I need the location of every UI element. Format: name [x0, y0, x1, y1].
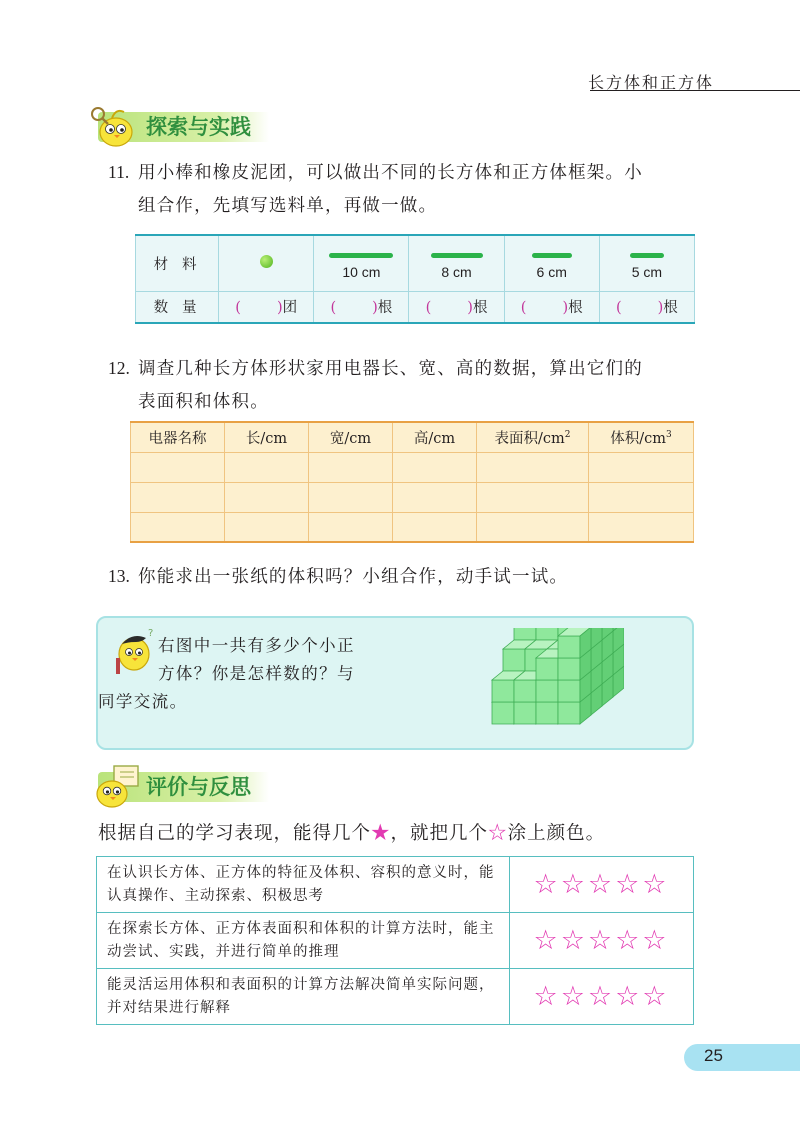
stick-length: 10 cm [342, 264, 381, 281]
explore-question [98, 632, 398, 716]
quantity-cell[interactable] [409, 291, 504, 323]
problem-text: 调查几种长方体形状家用电器长、宽、高的数据，算出它们的 [138, 359, 643, 379]
problem-number: 13. [108, 566, 130, 586]
quantity-unit: 根 [663, 300, 678, 317]
column-header: 电器名称 [131, 422, 225, 452]
quantity-unit: 根 [377, 300, 393, 317]
paren-close: ) [562, 300, 569, 317]
unit-cube-face [558, 658, 580, 680]
table-row [97, 969, 694, 1025]
quantity-unit: 根 [472, 300, 488, 317]
stick-icon [630, 253, 664, 258]
unit-cube-face [558, 702, 580, 724]
problem-text-cont: 表面积和体积。 [138, 392, 269, 412]
stick-length: 5 cm [631, 264, 663, 281]
quantity-unit: 团 [282, 300, 298, 317]
paren-open: ( [235, 300, 241, 317]
stick-cell [314, 235, 409, 291]
paren-open: ( [520, 300, 527, 317]
stick-length: 8 cm [441, 264, 472, 281]
materials-table [135, 234, 695, 324]
row-head-material: 材料 [136, 235, 219, 291]
cube-stack-illustration [484, 628, 624, 742]
table-row [97, 857, 694, 913]
criterion-text: 在认识长方体、正方体的特征及体积、容积的意义时，能认真操作、主动探索、积极思考 [97, 857, 510, 913]
unit-cube-face [536, 658, 558, 680]
quantity-unit: 根 [568, 300, 583, 317]
stick-icon [532, 253, 572, 258]
stick-cell [409, 235, 504, 291]
stick-cell [504, 235, 599, 291]
section-bar [98, 112, 269, 142]
page-number: 25 [704, 1046, 723, 1065]
filled-star-icon: ★ [371, 823, 391, 844]
page-number-tab [684, 1044, 800, 1071]
table-row [131, 512, 694, 542]
clay-ball-cell [219, 235, 314, 291]
chick-mascot-icon [90, 762, 142, 810]
paren-open: ( [615, 300, 622, 317]
unit-cube-face [492, 702, 514, 724]
thinking-chick-icon [112, 624, 162, 678]
quantity-cell[interactable] [219, 291, 314, 323]
column-header: 长/cm [225, 422, 309, 452]
explore-box [96, 616, 694, 750]
row-head-quantity: 数量 [136, 291, 219, 323]
svg-text:?: ? [148, 628, 154, 639]
stick-icon [431, 253, 483, 258]
star-rating[interactable]: ☆☆☆☆☆ [510, 913, 694, 969]
problem-text: 你能求出一张纸的体积吗？小组合作，动手试一试。 [138, 567, 569, 587]
quantity-cell[interactable] [599, 291, 694, 323]
unit-cube-face [503, 649, 525, 671]
quantity-cell[interactable] [314, 291, 409, 323]
table-row [131, 452, 694, 482]
problem-number: 11. [108, 162, 130, 182]
paren-close: ) [467, 300, 473, 317]
column-header: 高/cm [393, 422, 477, 452]
question-line: 方体？你是怎样数的？与 [158, 664, 355, 683]
problem-text-cont: 组合作，先填写选料单，再做一做。 [138, 196, 438, 216]
stick-length: 6 cm [536, 264, 567, 281]
paren-close: ) [276, 300, 283, 317]
problem-13 [108, 560, 698, 594]
unit-cube-face [492, 680, 514, 702]
unit-cube-face [536, 702, 558, 724]
column-header: 表面积$/cm^2$ [477, 422, 589, 452]
unit-cube-face [558, 636, 580, 658]
empty-star-icon: ☆ [488, 823, 508, 844]
column-header: 体积$/cm^3$ [589, 422, 694, 452]
paren-open: ( [425, 300, 432, 317]
quantity-cell[interactable] [504, 291, 599, 323]
column-header: 宽/cm [309, 422, 393, 452]
star-rating[interactable]: ☆☆☆☆☆ [510, 857, 694, 913]
paren-open: ( [330, 300, 337, 317]
evaluation-instructions: 根据自己的学习表现，能得几个★，就把几个☆涂上颜色。 [98, 823, 606, 844]
unit-cube-face [514, 702, 536, 724]
appliance-table [130, 421, 694, 543]
question-line: 同学交流。 [98, 692, 188, 711]
section-bar [98, 772, 269, 802]
paren-close: ) [372, 300, 378, 317]
problem-12 [108, 352, 698, 419]
chick-mascot-icon [90, 102, 142, 150]
question-line: 右图中一共有多少个小正 [158, 636, 355, 655]
problem-text: 用小棒和橡皮泥团，可以做出不同的长方体和正方体框架。小 [138, 163, 643, 183]
unit-cube-face [536, 680, 558, 702]
clay-ball-icon [260, 255, 273, 268]
criterion-text: 在探索长方体、正方体表面积和体积的计算方法时，能主动尝试、实践，并进行简单的推理 [97, 913, 510, 969]
paren-close: ) [657, 300, 664, 317]
section-title: 评价与反思 [146, 775, 251, 799]
unit-cube-face [514, 680, 536, 702]
table-row [131, 482, 694, 512]
unit-cube-face [558, 680, 580, 702]
problem-number: 12. [108, 358, 130, 378]
stick-icon [329, 253, 393, 258]
unit-cube-face [514, 628, 536, 640]
section-title: 探索与实践 [146, 115, 251, 139]
criterion-text: 能灵活运用体积和表面积的计算方法解决简单实际问题，并对结果进行解释 [97, 969, 510, 1025]
stick-cell [599, 235, 694, 291]
section-explore-heading [98, 112, 269, 142]
header-rule [590, 90, 800, 91]
table-row [97, 913, 694, 969]
section-eval-heading [98, 772, 269, 802]
chapter-title: 长方体和正方体 [587, 73, 714, 92]
problem-11 [108, 156, 698, 223]
evaluation-table [96, 856, 694, 1025]
unit-cube-face [536, 628, 558, 640]
star-rating[interactable]: ☆☆☆☆☆ [510, 969, 694, 1025]
